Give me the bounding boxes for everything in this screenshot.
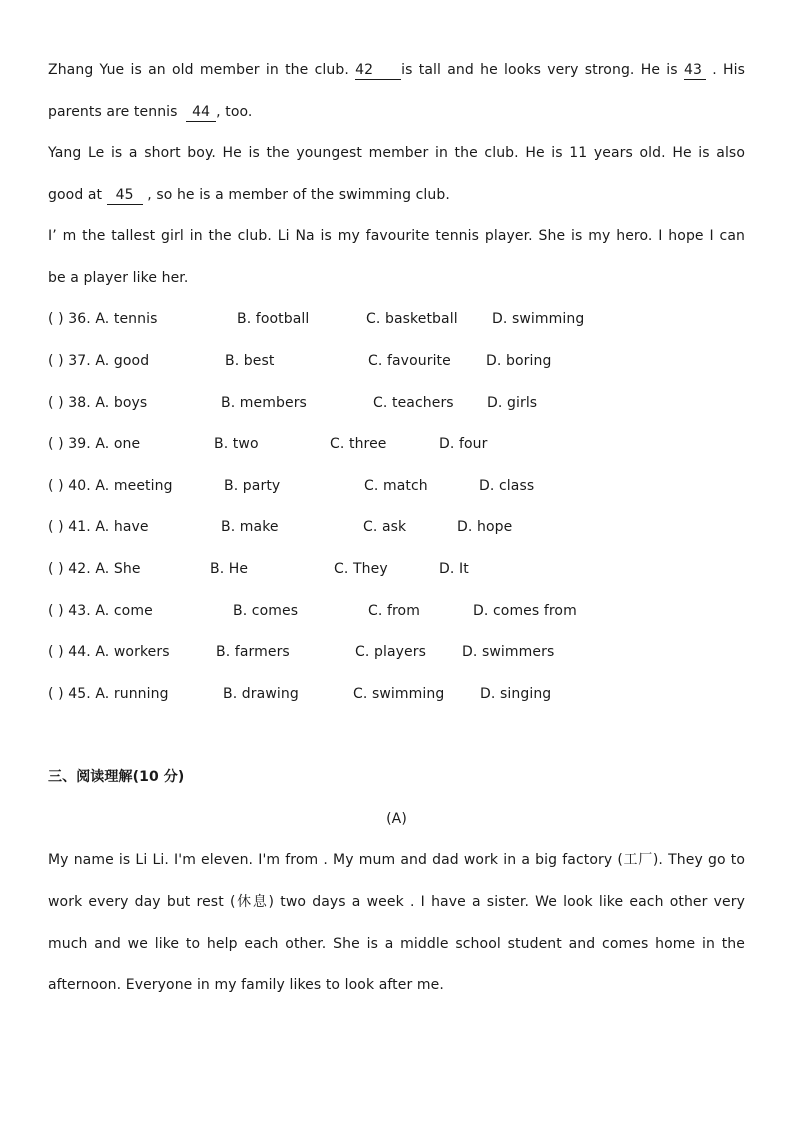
passage-text: parents are tennis bbox=[48, 104, 178, 120]
option-b: B. He bbox=[210, 561, 249, 577]
option-d: D. singing bbox=[480, 686, 552, 702]
question-row bbox=[48, 641, 745, 663]
section-title: 三、阅读理解(10 分) bbox=[48, 769, 185, 785]
passage-label: (A) bbox=[386, 811, 407, 827]
option-d: D. boring bbox=[486, 353, 552, 369]
question-stem: ( ) 41. A. have bbox=[48, 519, 149, 535]
reading-line-2: work every day but rest (休息) two days a week . I have a sister. We look like each other very bbox=[48, 894, 745, 910]
option-b: B. comes bbox=[233, 603, 299, 619]
option-b: B. two bbox=[214, 436, 259, 452]
question-stem: ( ) 44. A. workers bbox=[48, 644, 170, 660]
reading-line-1: My name is Li Li. I'm eleven. I'm from . My mum and dad work in a big factory (工厂). They go to bbox=[48, 852, 745, 868]
reading-line-3: much and we like to help each other. She is a middle school student and comes home in the bbox=[48, 936, 745, 952]
option-b: B. members bbox=[221, 395, 307, 411]
passage-line-2 bbox=[48, 101, 745, 123]
question-row bbox=[48, 475, 745, 497]
question-stem: ( ) 40. A. meeting bbox=[48, 478, 173, 494]
option-c: C. from bbox=[368, 603, 420, 619]
option-c: C. match bbox=[364, 478, 428, 494]
option-c: C. swimming bbox=[353, 686, 445, 702]
option-b: B. drawing bbox=[223, 686, 299, 702]
question-row bbox=[48, 600, 745, 622]
question-row bbox=[48, 308, 745, 330]
option-c: C. three bbox=[330, 436, 387, 452]
question-row bbox=[48, 350, 745, 372]
option-d: D. four bbox=[439, 436, 488, 452]
option-d: D. swimmers bbox=[462, 644, 555, 660]
question-stem: ( ) 37. A. good bbox=[48, 353, 150, 369]
passage-text: , too. bbox=[216, 104, 253, 120]
option-b: B. football bbox=[237, 311, 310, 327]
option-b: B. best bbox=[225, 353, 275, 369]
question-stem: ( ) 38. A. boys bbox=[48, 395, 148, 411]
question-stem: ( ) 42. A. She bbox=[48, 561, 141, 577]
option-d: D. comes from bbox=[473, 603, 577, 619]
option-d: D. hope bbox=[457, 519, 513, 535]
option-b: B. make bbox=[221, 519, 279, 535]
answer-blank-45: 45 bbox=[107, 186, 143, 205]
passage-text: . His bbox=[712, 62, 745, 78]
question-row bbox=[48, 433, 745, 455]
answer-blank-43: 43 bbox=[684, 61, 706, 80]
option-d: D. class bbox=[479, 478, 535, 494]
passage-text: good at bbox=[48, 187, 103, 203]
question-stem: ( ) 43. A. come bbox=[48, 603, 153, 619]
option-d: D. swimming bbox=[492, 311, 585, 327]
passage-line-5: I’ m the tallest girl in the club. Li Na is my favourite tennis player. She is my hero. I hope I can bbox=[48, 228, 745, 244]
passage-line-3: Yang Le is a short boy. He is the youngest member in the club. He is 11 years old. He is also bbox=[48, 145, 745, 161]
option-c: C. ask bbox=[363, 519, 407, 535]
option-d: D. girls bbox=[487, 395, 538, 411]
passage-line-4 bbox=[48, 184, 745, 206]
question-row bbox=[48, 516, 745, 538]
question-row bbox=[48, 683, 745, 705]
passage-text: , so he is a member of the swimming club. bbox=[147, 187, 450, 203]
passage-line-6: be a player like her. bbox=[48, 270, 189, 286]
question-stem: ( ) 39. A. one bbox=[48, 436, 141, 452]
option-c: C. They bbox=[334, 561, 388, 577]
option-c: C. teachers bbox=[373, 395, 454, 411]
question-row bbox=[48, 558, 745, 580]
option-d: D. It bbox=[439, 561, 469, 577]
passage-text: is tall and he looks very strong. He is bbox=[401, 62, 678, 78]
question-stem: ( ) 36. A. tennis bbox=[48, 311, 158, 327]
option-c: C. favourite bbox=[368, 353, 451, 369]
option-b: B. party bbox=[224, 478, 281, 494]
option-c: C. basketball bbox=[366, 311, 458, 327]
reading-line-4: afternoon. Everyone in my family likes to look after me. bbox=[48, 977, 444, 993]
passage-line-1 bbox=[48, 59, 745, 81]
answer-blank-42: 42 bbox=[355, 61, 401, 80]
question-stem: ( ) 45. A. running bbox=[48, 686, 169, 702]
passage-text: Zhang Yue is an old member in the club. bbox=[48, 62, 349, 78]
option-c: C. players bbox=[355, 644, 426, 660]
option-b: B. farmers bbox=[216, 644, 290, 660]
answer-blank-44: 44 bbox=[186, 103, 216, 122]
question-row bbox=[48, 392, 745, 414]
